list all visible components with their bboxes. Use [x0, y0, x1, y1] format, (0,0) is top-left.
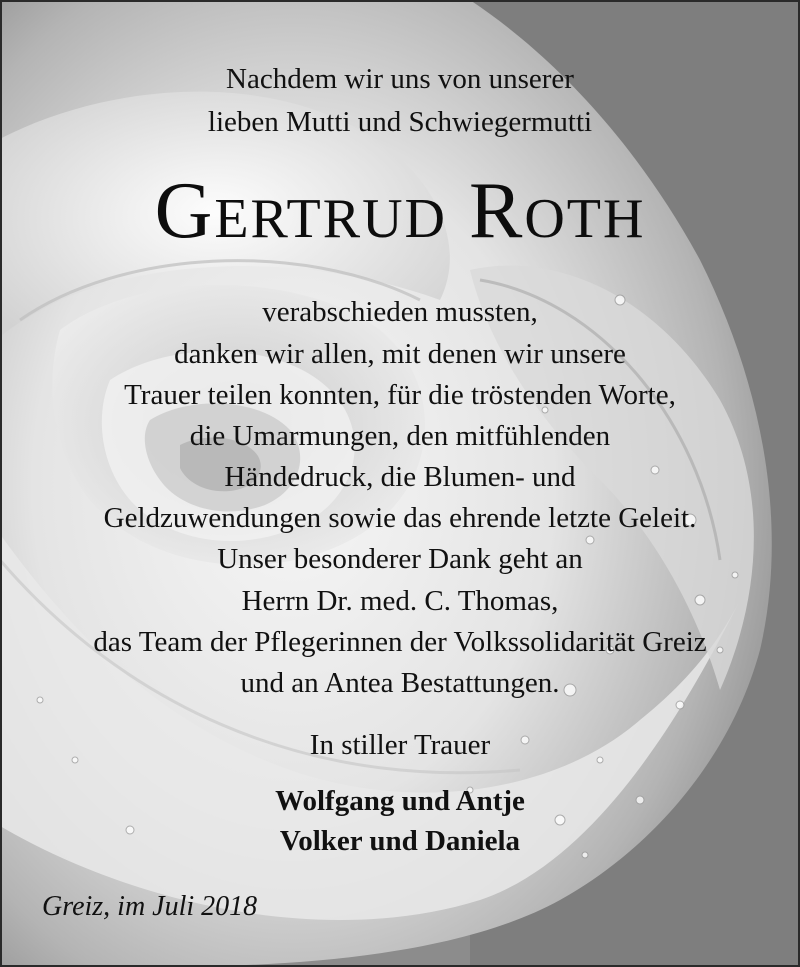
- body-line-6: Geldzuwendungen sowie das ehrende letzte Geleit.: [103, 502, 697, 534]
- body-line-10: und an Antea Bestattungen.: [240, 667, 560, 699]
- body-line-3: Trauer teilen konnten, für die tröstenden Worte,: [124, 379, 676, 411]
- body-line-7: Unser besonderer Dank geht an: [217, 543, 583, 575]
- body-line-5: Händedruck, die Blumen- und: [224, 461, 576, 493]
- deceased-name: Gertrud Roth: [154, 167, 646, 255]
- body-line-1: verabschieden mussten,: [262, 296, 538, 328]
- place-date: Greiz, im Juli 2018: [42, 891, 258, 922]
- signer-line-2: Volker und Daniela: [279, 825, 521, 857]
- body-line-9: das Team der Pflegerinnen der Volkssolidarität Greiz: [93, 626, 707, 658]
- closing-line: In stiller Trauer: [309, 729, 491, 761]
- body-line-8: Herrn Dr. med. C. Thomas,: [241, 585, 559, 617]
- body-line-4: die Umarmungen, den mitfühlenden: [189, 420, 611, 452]
- signer-line-1: Wolfgang und Antje: [275, 785, 525, 817]
- intro-line-2: lieben Mutti und Schwiegermutti: [207, 106, 593, 138]
- body-line-2: danken wir allen, mit denen wir unsere: [174, 338, 626, 370]
- intro-line-1: Nachdem wir uns von unserer: [226, 63, 574, 95]
